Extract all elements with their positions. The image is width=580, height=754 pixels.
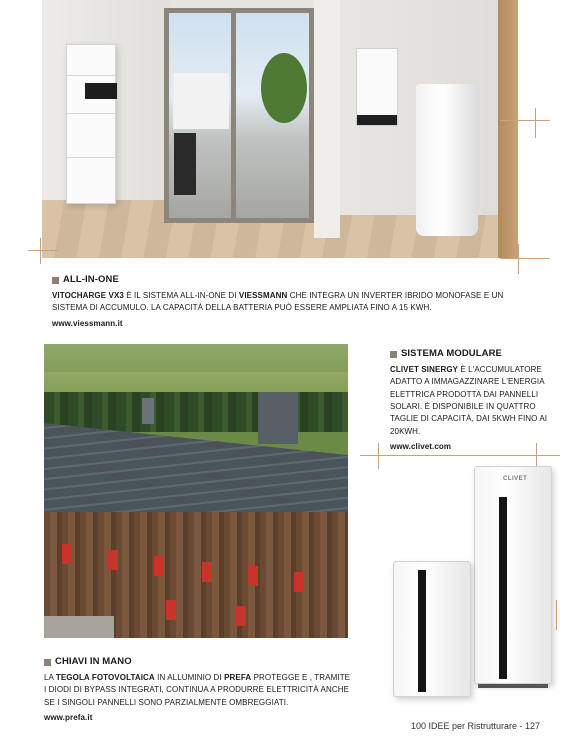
photo-shutter (294, 572, 304, 592)
website-link[interactable]: www.prefa.it (44, 712, 93, 722)
section-heading (44, 655, 354, 670)
crop-mark (518, 244, 519, 274)
website-link[interactable]: www.clivet.com (390, 442, 452, 452)
unit-seam (67, 157, 115, 158)
photo-storage-tank (416, 84, 478, 236)
body-text: IN ALLUMINIO DI (154, 672, 225, 682)
photo-shutter (108, 550, 118, 570)
crop-mark (500, 120, 550, 121)
crop-mark (40, 238, 41, 264)
product-name: CLIVET SINERGY (390, 364, 459, 374)
photo-ground (44, 616, 114, 638)
clivet-logo: CLIVET (503, 476, 528, 482)
prefa-roof-photo (44, 344, 348, 638)
unit-seam (67, 113, 115, 114)
unit-display-band (85, 83, 117, 99)
clivet-small-unit (393, 561, 471, 697)
crop-mark (556, 600, 557, 630)
photo-shutter (62, 544, 72, 564)
photo-shutter (236, 606, 246, 626)
heading-text: SISTEMA MODULARE (401, 348, 502, 359)
vitocharge-unit (66, 44, 116, 204)
photo-tree (261, 53, 307, 123)
glass-door (164, 8, 314, 223)
article-body (44, 672, 354, 709)
photo-chimney (142, 398, 154, 424)
website-link[interactable]: www.viessmann.it (52, 318, 123, 328)
brand-name: PREFA (224, 672, 252, 682)
body-text: È IL SISTEMA ALL-IN-ONE DI (123, 290, 239, 300)
door-mullion (231, 13, 236, 218)
crop-mark (500, 258, 550, 259)
heading-text: CHIAVI IN MANO (55, 656, 132, 667)
product-name: VITOCHARGE VX3 (52, 290, 124, 300)
photo-shutter (248, 566, 258, 586)
boiler-band (357, 115, 397, 125)
photo-shutter (202, 562, 212, 582)
photo-house (173, 73, 229, 129)
clivet-tall-unit (474, 466, 552, 684)
viessmann-room-photo (42, 0, 518, 258)
unit-feet (478, 684, 548, 688)
product-name: TEGOLA FOTOVOLTAICA (55, 672, 155, 682)
body-text: È L'ACCUMULATORE ADATTO A IMMAGAZZINARE L'ENERGIA ELETTRICA PRODOTTA DAI PANNELLI SOLARI. È DISPONIBILE IN QUATTRO TAGLIE DI CAPACITÀ, DAI 5KWH FINO AI 20KWH. (390, 364, 548, 436)
crop-mark (378, 443, 379, 469)
article-chiavi-in-mano (44, 655, 354, 724)
crop-mark (535, 108, 536, 138)
photo-shutter (154, 556, 164, 576)
square-bullet-icon (52, 277, 59, 284)
article-sistema-modulare (390, 347, 560, 453)
photo-chimney (258, 392, 298, 444)
page-footer: 100 IDEE per Ristrutturare - 127 (410, 721, 540, 731)
unit-display-band (499, 497, 507, 679)
photo-charger (174, 133, 196, 195)
article-body (52, 290, 522, 315)
body-text: CHE INTEGRA UN INVERTER IBRIDO MONOFASE E UN SISTEMA DI ACCUMULO. LA CAPACITÀ DELLA BATTERIA PUÒ ESSERE AMPLIATA FINO A 15 KWH. (52, 290, 504, 313)
body-text: PROTEGGE E , TRAMITE I DIODI DI BYPASS INTEGRATI, CONTINUA A PRODURRE ELETTRICITÀ ANCHE SE I SINGOLI PANNELLI SONO PARZIALMENTE OMBREGGIATI. (44, 672, 351, 707)
crop-mark (360, 455, 560, 456)
article-allinone (52, 273, 522, 330)
photo-trees (44, 392, 348, 432)
unit-display-band (418, 570, 426, 692)
brand-name: VIESSMANN (238, 290, 288, 300)
square-bullet-icon (44, 659, 51, 666)
section-heading (52, 273, 522, 288)
article-body (390, 364, 560, 438)
photo-pillar (314, 0, 340, 238)
crop-mark (28, 250, 58, 251)
body-text: LA (44, 672, 56, 682)
square-bullet-icon (390, 351, 397, 358)
photo-wood-panel (498, 0, 518, 258)
heading-text: ALL-IN-ONE (63, 274, 119, 285)
unit-seam (67, 75, 115, 76)
photo-shutter (166, 600, 176, 620)
photo-boiler (356, 48, 398, 126)
section-heading (390, 347, 560, 362)
